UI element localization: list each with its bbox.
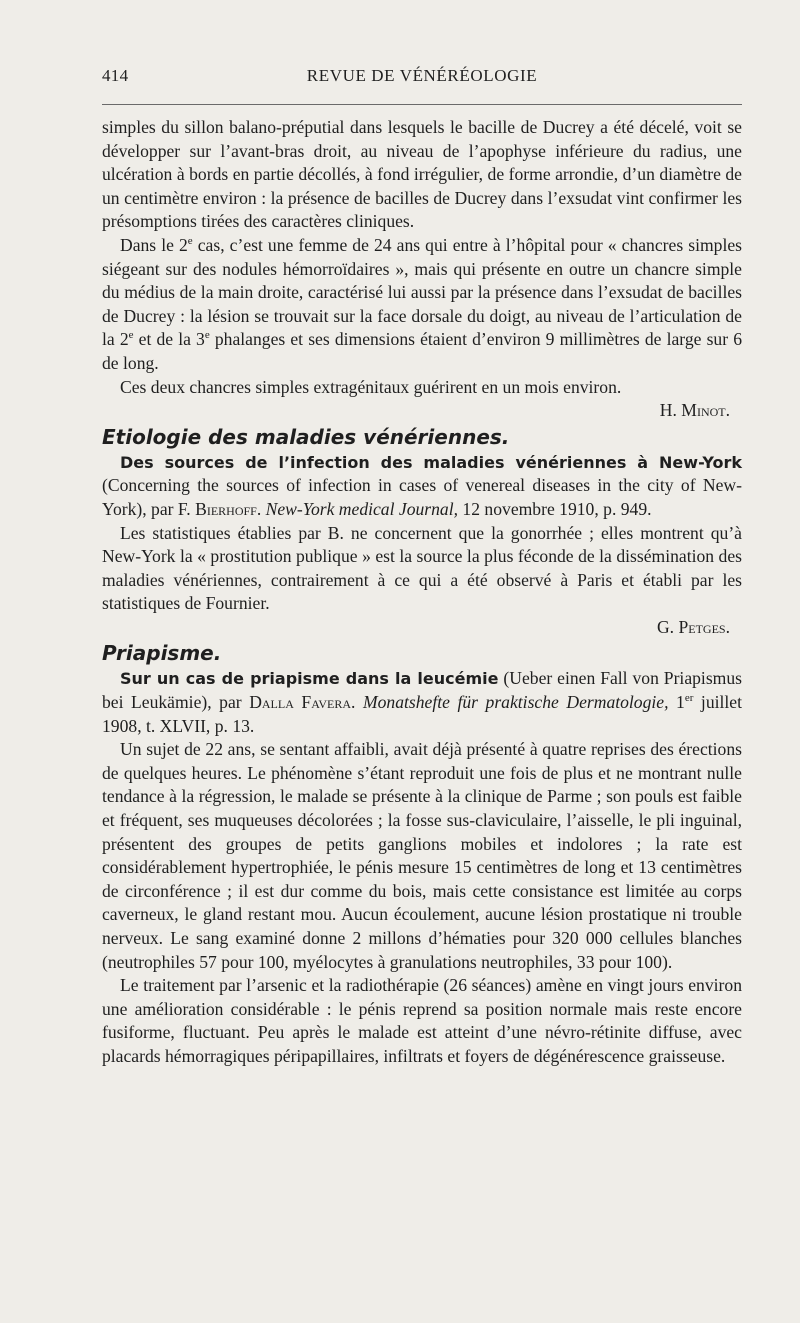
etiologie-signature: G. Petges. [656, 616, 730, 637]
priapisme-article-title: Sur un cas de priapisme dans la leucémie [120, 669, 499, 689]
priapisme-ref-author: Dalla Favera [249, 692, 351, 713]
header-rule [102, 104, 742, 105]
case-p2-text-c: et de la 3 [133, 329, 205, 350]
priapisme-ref-b: . [351, 692, 363, 713]
case-p2-text-b: cas, c’est une femme de 24 ans qui entre à l’hôpital pour « chancres simples siégeant sur des nodules hémorroïdaires », mais qui présente en outre un chancre simple du médius de la main droite, caractérisé lui aussi par la présence dans l’exsudat de bacilles de Ducrey : la lésion se trouvait sur la face dorsale du doigt, au niveau de l’articulation de la 2 [102, 234, 742, 350]
etiologie-article-title: Des sources de l’infection des maladies vénériennes à New-York [120, 452, 742, 472]
page-body [102, 116, 742, 1069]
section-title-priapisme: Priapisme. [102, 641, 222, 666]
priapisme-paragraph-1: Un sujet de 22 ans, se sentant affaibli, avait déjà présenté à quatre reprises des érections de quelques heures. Le phénomène s’étant reproduit une fois de plus et ne montrant nulle tendance à la régression, le malade se présente à la clinique de Parme ; son pouls est faible et fréquent, ses muqueuses décolorées ; la fosse sus-claviculaire, l’aisselle, le pli inguinal, présentent des groupes de petits ganglions mobiles et indolores ; la rate est considérablement hypertrophiée, le pénis mesure 15 centimètres de long et 13 centimètres de circonférence ; il est dur comme du bois, mais cette consistance est limitée au corps caverneux, le gland restant mou. Aucun écoulement, aucune lésion prostatique ni trouble nerveux. Le sang examiné donne 2 millons d’hématies pour 320 000 cellules blanches (neutrophiles 57 pour 100, myélocytes à granulations neutrophiles, 33 pour 100). [102, 739, 742, 972]
case-p2-text-d: phalanges et ses dimensions étaient d’environ 9 millimètres de large sur 6 de long. [102, 329, 742, 373]
case-paragraph-2 [102, 234, 742, 376]
case-signature: H. Minot. [659, 400, 730, 421]
case-p2-sup-3: e [204, 329, 210, 342]
etiologie-reference [102, 451, 742, 522]
priapisme-ref-c2: juillet 1908, t. XLVII, p. 13. [102, 692, 742, 736]
etiologie-ref-journal: New-York medical Journal, [265, 498, 459, 519]
case-p2-text-a: Dans le 2 [120, 234, 188, 255]
case-paragraph-1: simples du sillon balano-préputial dans lesquels le bacille de Ducrey a été décelé, voit se développer sur l’avant-bras droit, au niveau de l’apophyse inférieure du radius, une ulcération à bords en partie décollés, à fond irrégulier, de forme arrondie, d’un diamètre de un centimètre environ : la présence de bacilles de Ducrey dans l’exsudat vint confirmer les présomptions tirées des caractères cliniques. [102, 117, 742, 232]
priapisme-ref-a: (Ueber einen Fall von Priapismus bei Leukämie), par [102, 668, 742, 713]
etiologie-ref-b: . [256, 498, 266, 519]
case-p2-sup-2: e [128, 329, 134, 342]
etiologie-paragraph-1: Les statistiques établies par B. ne concernent que la gonorrhée ; elles montrent qu’à New-York la « prostitution publique » est la source la plus féconde de la dissémination des maladies vénériennes, contrairement à ce qui a été observé à Paris et établi par les statistiques de Fournier. [102, 522, 742, 614]
page-number: 414 [102, 66, 129, 85]
priapisme-ref-sup: er [684, 692, 694, 705]
etiologie-ref-a: (Concerning the sources of infection in cases of venereal diseases in the city of New-York), par F. [102, 475, 742, 519]
priapisme-ref-c1: 1 [668, 692, 685, 713]
case-paragraph-3: Ces deux chancres simples extragénitaux guérirent en un mois environ. [120, 376, 622, 397]
section-title-etiologie: Etiologie des maladies vénériennes. [102, 424, 510, 449]
journal-title: REVUE DE VÉNÉRÉOLOGIE [306, 66, 538, 85]
case-p2-sup-1: e [187, 235, 193, 248]
priapisme-ref-journal: Monatshefte für praktische Dermatologie, [362, 692, 669, 713]
priapisme-paragraph-2: Le traitement par l’arsenic et la radiothérapie (26 séances) amène en vingt jours environ une amélioration considérable : le pénis reprend sa position normale mais reste encore fusiforme, fluctuant. Peu après le malade est atteint d’une névro-rétinite diffuse, avec placards hémorragiques péripapillaires, infiltrats et foyers de dégénérescence graisseuse. [102, 975, 742, 1066]
etiologie-ref-c: 12 novembre 1910, p. 949. [458, 498, 652, 519]
priapisme-reference [102, 667, 742, 738]
etiologie-ref-author: Bierhoff [195, 498, 257, 519]
